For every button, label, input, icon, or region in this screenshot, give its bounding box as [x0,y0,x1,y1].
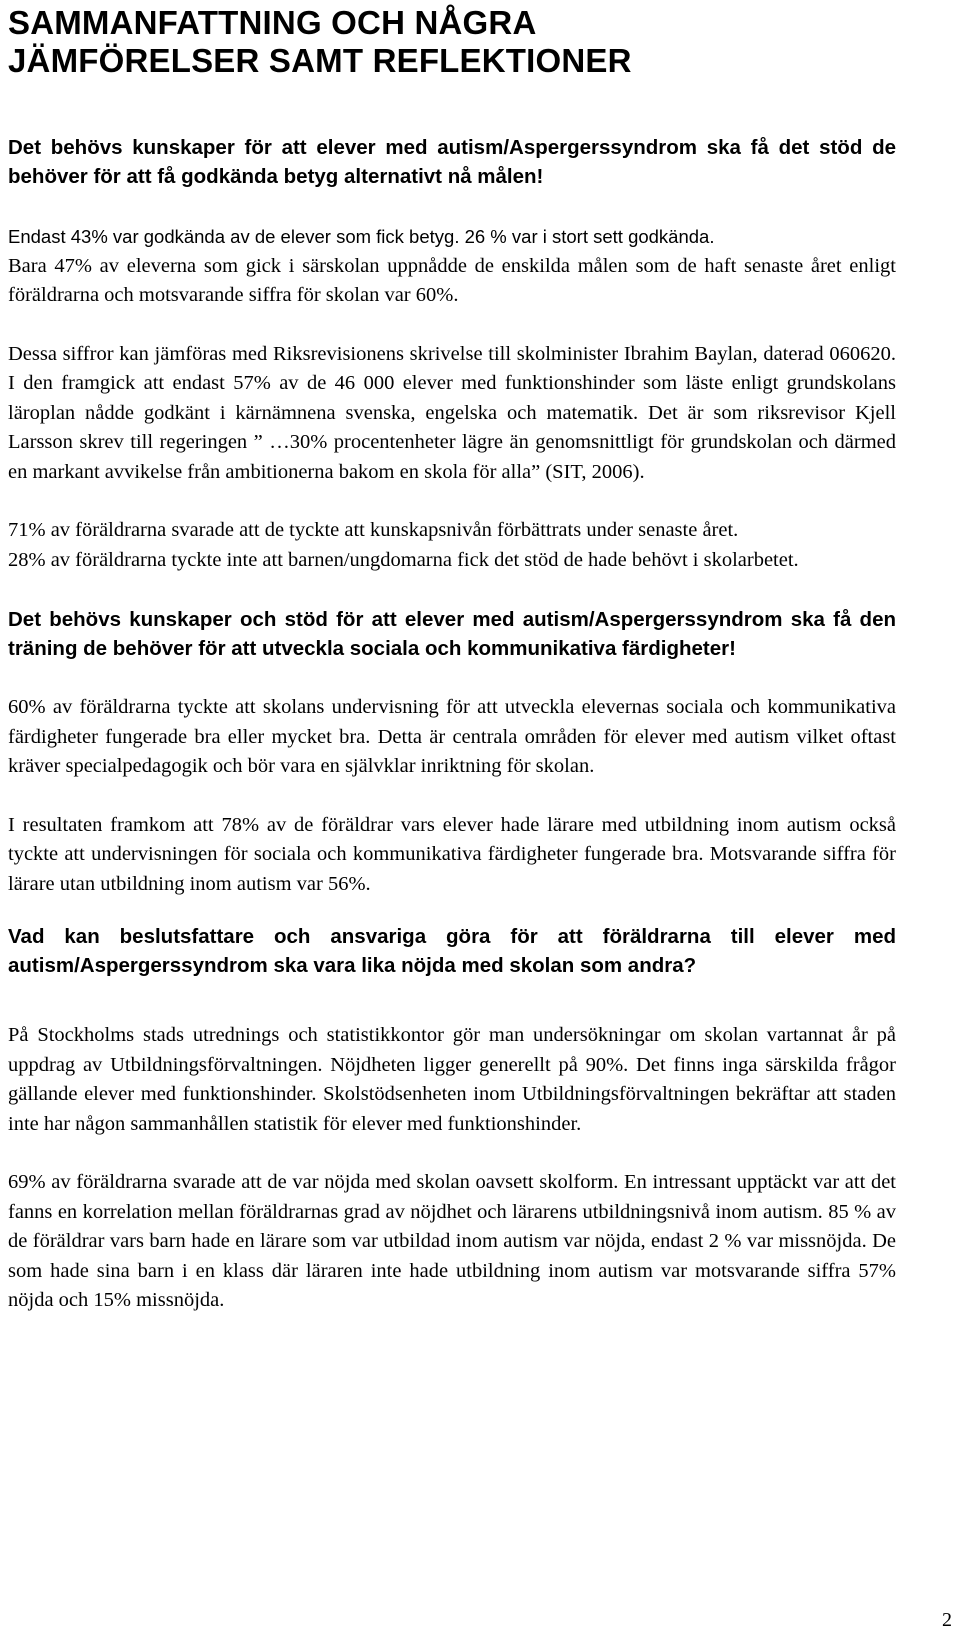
paragraph-support-not-received: 28% av föräldrarna tyckte inte att barnen/ungdomarna fick det stöd de hade behövt i skolarbetet. [8,548,799,571]
paragraph-knowledge-level-line: 71% av föräldrarna svarade att de tyckte att kunskapsnivån förbättrats under senaste året. [8,519,739,541]
title-line-2: JÄMFÖRELSER SAMT REFLEKTIONER [8,42,632,79]
page-number: 2 [942,1609,952,1631]
paragraph-social-communicative-skills: 60% av föräldrarna tyckte att skolans undervisning för att utveckla elevernas sociala och kommunikativa färdigheter fungerade bra eller mycket bra. Detta är centrala områden för elever med autism vilket oftast kräver specialpedagogik och bör vara en självklar inriktning för skolan. [8,696,896,777]
title-line-1: SAMMANFATTNING OCH NÅGRA [8,4,537,41]
paragraph-satisfaction-correlation: 69% av föräldrarna svarade att de var nöjda med skolan oavsett skolform. En intressant upptäckt var att det fanns en korrelation mellan föräldrarnas grad av nöjdhet och lärarens utbildningsnivå inom autism. 85 % av de föräldrar vars barn hade en lärare som var utbildad inom autism var nöjda, endast 2 % var missnöjda. De som hade sina barn i en klass där läraren inte hade utbildning inom autism var motsvarande siffra 57% nöjda och 15% missnöjda. [8,1171,896,1311]
page-title [8,4,896,80]
paragraph-riksrevisionen: Dessa siffror kan jämföras med Riksrevisionens skrivelse till skolminister Ibrahim Baylan, daterad 060620. I den framgick att endast 57% av de 46 000 elever med funktionshinder som läste enligt grundskolans läroplan nådde godkänt i kärnämnena svenska, engelska och matematik. Det är som riksrevisor Kjell Larsson skrev till regeringen ” …30% procentenheter lägre än genomsnittligt för grundskolan och därmed en markant avvikelse från ambitionerna bakom en skola för alla” (SIT, 2006). [8,342,896,483]
paragraph-stockholm-surveys: På Stockholms stads utrednings och statistikkontor gör man undersökningar om skolan vartannat år på uppdrag av Utbildningsförvaltningen. Nöjdheten ligger generellt på 90%. Det finns inga särskilda frågor gällande elever med funktionshinder. Skolstödsenheten inom Utbildningsförvaltningen bekräftar att staden inte har någon sammanhållen statistik för elever med funktionshinder. [8,1024,896,1135]
section-heading-decision-makers: Vad kan beslutsfattare och ansvariga göra för att föräldrarna till elever med autism/Aspergerssyndrom ska vara lika nöjda med skolan som andra? [8,925,896,977]
document-page [8,0,896,1316]
section-heading-social-training: Det behövs kunskaper och stöd för att elever med autism/Aspergerssyndrom ska få den träning de behöver för att utveckla sociala och kommunikativa färdigheter! [8,608,896,660]
section-heading-knowledge-support: Det behövs kunskaper för att elever med autism/Aspergerssyndrom ska få det stöd de behöver för att få godkända betyg alternativt nå målen! [8,136,896,188]
paragraph-grades-special-school: Bara 47% av eleverna som gick i särskolan uppnådde de enskilda målen som de haft senaste året enligt föräldrarna och motsvarande siffra för skolan var 60%. [8,254,896,306]
paragraph-grades-first-line: Endast 43% var godkända av de elever som fick betyg. 26 % var i stort sett godkända. [8,226,715,247]
paragraph-teacher-education-results: I resultaten framkom att 78% av de föräldrar vars elever hade lärare med utbildning inom autism också tyckte att undervisningen för sociala och kommunikativa färdigheter fungerade bra. Motsvarande siffra för lärare utan utbildning inom autism var 56%. [8,813,896,895]
